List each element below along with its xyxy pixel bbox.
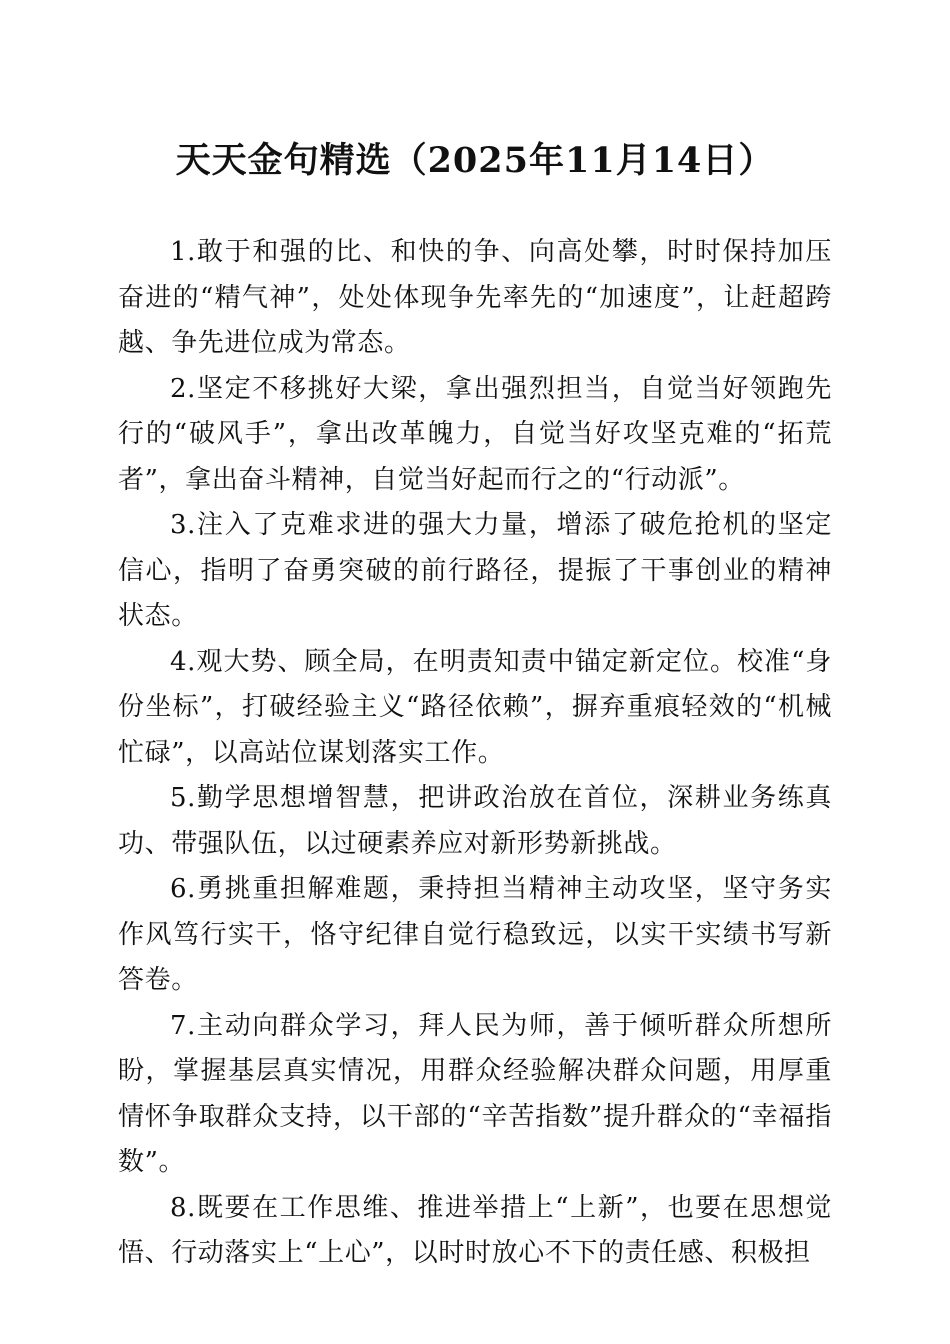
document-title: 天天金句精选（2025年11月14日） [175, 140, 775, 181]
paragraph-1: 1.敢于和强的比、和快的争、向高处攀，时时保持加压奋进的“精气神”，处处体现争先率先的“加速度”，让赶超跨越、争先进位成为常态。 [118, 237, 832, 358]
paragraph-2: 2.坚定不移挑好大梁，拿出强烈担当，自觉当好领跑先行的“破风手”，拿出改革魄力，自觉当好攻坚克难的“拓荒者”，拿出奋斗精神，自觉当好起而行之的“行动派”。 [118, 373, 832, 495]
document-body [118, 230, 832, 1277]
paragraph-4: 4.观大势、顾全局，在明责知责中锚定新定位。校准“身份坐标”，打破经验主义“路径依赖”，摒弃重痕轻效的“机械忙碌”，以高站位谋划落实工作。 [118, 646, 832, 768]
paragraph-3: 3.注入了克难求进的强大力量，增添了破危抢机的坚定信心，指明了奋勇突破的前行路径，提振了干事创业的精神状态。 [118, 510, 832, 631]
paragraph-6: 6.勇挑重担解难题，秉持担当精神主动攻坚，坚守务实作风笃行实干，恪守纪律自觉行稳致远，以实干实绩书写新答卷。 [118, 874, 832, 995]
paragraph-8: 8.既要在工作思维、推进举措上“上新”，也要在思想觉悟、行动落实上“上心”，以时时放心不下的责任感、积极担 [118, 1192, 832, 1268]
paragraph-7: 7.主动向群众学习，拜人民为师，善于倾听群众所想所盼，掌握基层真实情况，用群众经验解决群众问题，用厚重情怀争取群众支持，以干部的“辛苦指数”提升群众的“幸福指数”。 [118, 1010, 832, 1177]
paragraph-5: 5.勤学思想增智慧，把讲政治放在首位，深耕业务练真功、带强队伍，以过硬素养应对新形势新挑战。 [118, 783, 832, 859]
